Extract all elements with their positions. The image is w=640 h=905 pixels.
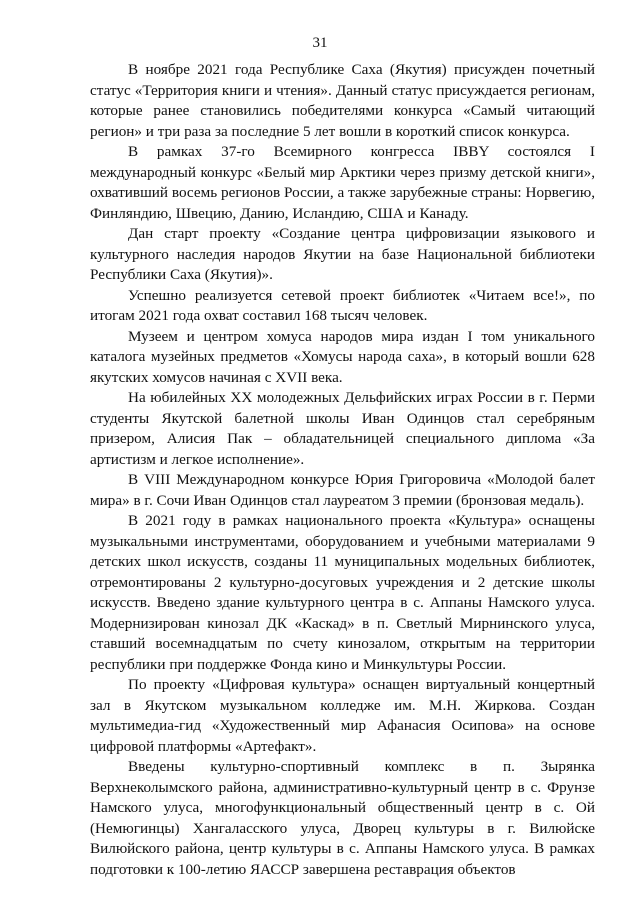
paragraph: Дан старт проекту «Создание центра цифровизации языкового и культурного наследия народов Якутии на базе Национальной библиотеки Республики Саха (Якутия)». [90,225,595,283]
paragraph: В VIII Международном конкурсе Юрия Григоровича «Молодой балет мира» в г. Сочи Иван Одинцов стал лауреатом 3 премии (бронзовая медаль). [90,471,595,509]
paragraph: Музеем и центром хомуса народов мира издан I том уникального каталога музейных предметов «Хомусы народа саха», в который вошли 628 якутских хомусов начиная с XVII века. [90,327,595,386]
paragraph: В рамках 37-го Всемирного конгресса IBBY состоялся I международный конкурс «Белый мир Арктики через призму детской книги», охвативший восемь регионов России, а также зарубежные страны: Норвегию, Финляндию, Швецию, Данию, Исландию, США и Канаду. [90,143,595,222]
page-number: 31 [312,35,328,51]
paragraph: В ноябре 2021 года Республике Саха (Якутия) присужден почетный статус «Территория книги и чтения». Данный статус присуждается регионам, которые ранее становились победителями конкурса «Самый читающий регион» и три раза за последние 5 лет вошли в короткий список конкурса. [90,61,595,140]
paragraph: Успешно реализуется сетевой проект библиотек «Читаем все!», по итогам 2021 года охват составил 168 тысяч человек. [90,286,595,324]
paragraph: Введены культурно-спортивный комплекс в п. Зырянка Верхнеколымского района, административно-культурный центр в с. Фрунзе Намского улуса, многофункциональный общественный центр в с. Ой (Немюгинцы) Хангаласского улуса, Дворец культуры в г. Вилюйске Вилюйского района, центр культуры в с. Аппаны Намского улуса. В рамках подготовки к 100-летию ЯАССР завершена реставрация объектов [90,758,595,878]
paragraph: На юбилейных XX молодежных Дельфийских играх России в г. Перми студенты Якутской балетной школы Иван Одинцов стал серебряным призером, Алисия Пак – обладательницей специального диплома «За артистизм и легкое исполнение». [90,389,595,468]
paragraph: В 2021 году в рамках национального проекта «Культура» оснащены музыкальными инструментами, оборудованием и учебными материалами 9 детских школ искусств, созданы 11 муниципальных модельных библиотек, отремонтированы 2 культурно-досуговых учреждения и 2 детские школы искусств. Введено здание культурного центра в с. Аппаны Намского улуса. Модернизирован кинозал ДК «Каскад» в п. Светлый Мирнинского улуса, ставший восемнадцатым по счету кинозалом, открытым на территории республики при поддержке Фонда кино и Минкультуры России. [90,512,595,673]
text-body [90,60,595,880]
paragraph: По проекту «Цифровая культура» оснащен виртуальный концертный зал в Якутском музыкальном колледже им. М.Н. Жиркова. Создан мультимедиа-гид «Художественный мир Афанасия Осипова» на основе цифровой платформы «Артефакт». [90,676,595,755]
